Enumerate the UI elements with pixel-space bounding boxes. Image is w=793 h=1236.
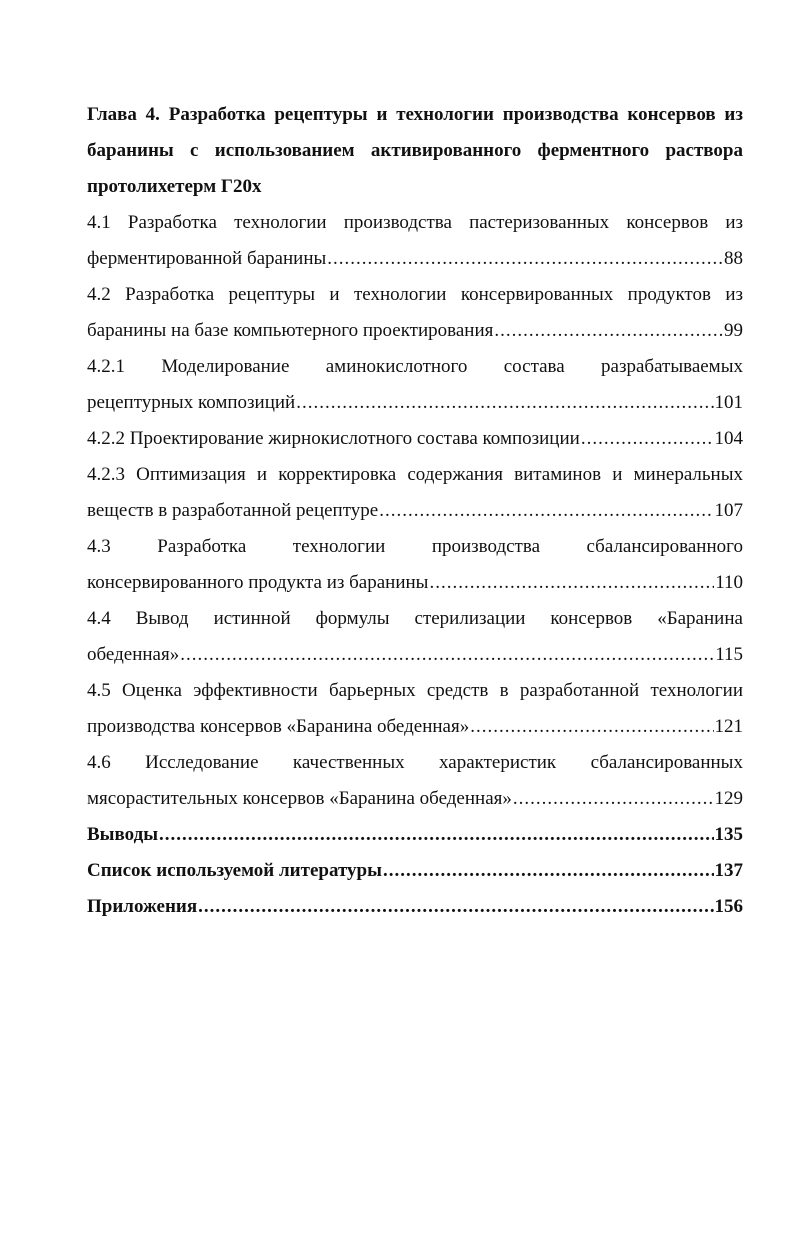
toc-word: 4.3 <box>87 536 111 557</box>
toc-page-number: 137 <box>714 860 743 881</box>
dot-leader <box>159 817 713 853</box>
toc-entry-label: рецептурных композиций <box>87 392 296 413</box>
toc-page-number: 115 <box>715 644 743 665</box>
toc-entry-conclusions <box>87 817 743 853</box>
toc-word: Исследование <box>145 752 259 773</box>
toc-word: «Баранина <box>657 608 743 629</box>
toc-page-number: 156 <box>714 896 743 917</box>
toc-page-number: 99 <box>724 320 743 341</box>
toc-word: 4.2.1 <box>87 356 125 377</box>
toc-word: Разработка <box>157 536 247 557</box>
dot-leader <box>296 385 713 421</box>
toc-page-number: 121 <box>714 716 743 737</box>
toc-entry-label: Список используемой литературы <box>87 860 382 881</box>
toc-entry-label: 4.2.2 Проектирование жирнокислотного состава композиции <box>87 428 580 449</box>
toc-entry-first-line <box>87 601 743 637</box>
toc-word: Вывод <box>135 608 189 629</box>
toc-entry-first-line <box>87 529 743 565</box>
toc-entry-first-line: 4.5 Оценка эффективности барьерных средств в разработанной технологии <box>87 680 743 701</box>
toc-word: производства <box>431 536 541 557</box>
dot-leader <box>379 493 713 529</box>
toc-entry-first-line: 4.2.3 Оптимизация и корректировка содержания витаминов и минеральных <box>87 464 743 485</box>
toc-entry-label: баранины на базе компьютерного проектирования <box>87 320 494 341</box>
toc-entry-4-4 <box>87 601 743 673</box>
dot-leader <box>470 709 713 745</box>
toc-page-number: 101 <box>714 392 743 413</box>
toc-entry-4-2 <box>87 277 743 349</box>
toc-entry-first-line: 4.2 Разработка рецептуры и технологии консервированных продуктов из <box>87 284 743 305</box>
toc-word: стерилизации <box>414 608 526 629</box>
toc-entry-label: Выводы <box>87 824 159 845</box>
toc-page-number: 104 <box>714 428 743 449</box>
toc-entry-first-line: 4.1 Разработка технологии производства пастеризованных консервов из <box>87 212 743 233</box>
toc-word: аминокислотного <box>325 356 468 377</box>
toc-word: состава <box>503 356 565 377</box>
toc-entry-label: мясорастительных консервов «Баранина обеденная» <box>87 788 512 809</box>
toc-word: консервов <box>550 608 633 629</box>
toc-word: 4.6 <box>87 752 111 773</box>
dot-leader <box>180 637 714 673</box>
toc-entry-label: обеденная» <box>87 644 180 665</box>
toc-entry-label: ферментированной баранины <box>87 248 327 269</box>
toc-word: технологии <box>292 536 386 557</box>
toc-page-number: 129 <box>714 788 743 809</box>
toc-entry-4-2-1 <box>87 349 743 421</box>
toc-word: характеристик <box>439 752 557 773</box>
toc-entry-label: веществ в разработанной рецептуре <box>87 500 379 521</box>
toc-word: сбалансированных <box>590 752 743 773</box>
toc-entry-first-line <box>87 349 743 385</box>
toc-entry-4-1 <box>87 205 743 277</box>
toc-entry-first-line <box>87 745 743 781</box>
table-of-contents <box>87 97 743 925</box>
chapter-title: Глава 4. Разработка рецептуры и технологии производства консервов из баранины с использованием активированного ферментного раствора протолихетерм Г20х <box>87 104 743 197</box>
toc-word: 4.4 <box>87 608 111 629</box>
toc-page-number: 107 <box>714 500 743 521</box>
dot-leader <box>494 313 723 349</box>
toc-word: качественных <box>292 752 405 773</box>
toc-entry-references <box>87 853 743 889</box>
toc-page-number: 135 <box>714 824 743 845</box>
dot-leader <box>513 781 714 817</box>
toc-entry-4-3 <box>87 529 743 601</box>
toc-word: формулы <box>315 608 390 629</box>
toc-word: разрабатываемых <box>601 356 743 377</box>
toc-word: истинной <box>213 608 291 629</box>
toc-word: Моделирование <box>161 356 290 377</box>
toc-entry-4-2-2 <box>87 421 743 457</box>
toc-entry-label: производства консервов «Баранина обеденная» <box>87 716 470 737</box>
toc-page-number: 110 <box>715 572 743 593</box>
toc-page-number: 88 <box>724 248 743 269</box>
toc-entry-4-6 <box>87 745 743 817</box>
dot-leader <box>198 889 713 925</box>
toc-entry-4-5 <box>87 673 743 745</box>
dot-leader <box>327 241 723 277</box>
dot-leader <box>429 565 714 601</box>
toc-entry-label: Приложения <box>87 896 198 917</box>
dot-leader <box>383 853 714 889</box>
toc-entry-label: консервированного продукта из баранины <box>87 572 429 593</box>
toc-entry-4-2-3 <box>87 457 743 529</box>
dot-leader <box>581 421 714 457</box>
toc-word: сбалансированного <box>586 536 743 557</box>
toc-entry-appendices <box>87 889 743 925</box>
